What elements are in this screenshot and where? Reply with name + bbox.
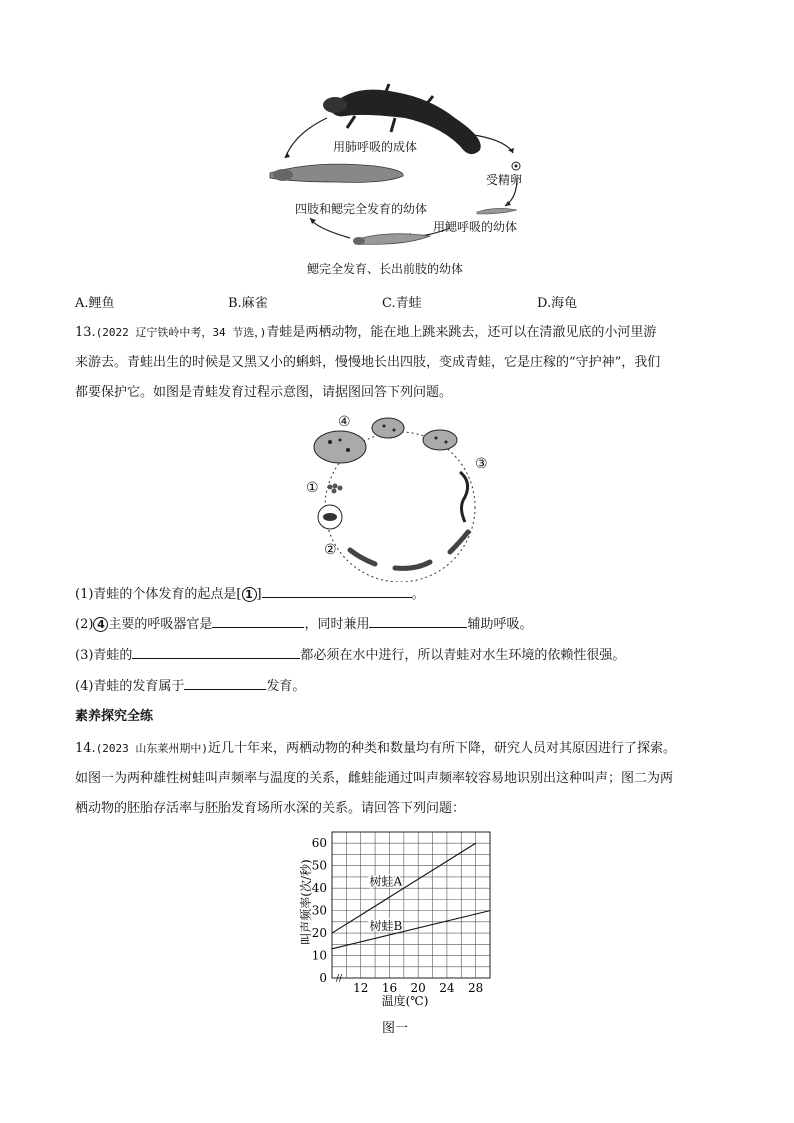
q13-line3: 都要保护它。如图是青蛙发育过程示意图，请据图回答下列问题。 [75,385,453,400]
label-gill-larva: 用鳃呼吸的幼体 [433,220,518,234]
q13-sub4 [75,676,725,696]
series-line-2 [332,911,490,949]
x-tick-label: 28 [467,981,484,995]
q13-sub1-prefix: (1)青蛙的个体发育的起点是[ [75,587,242,602]
q13-sub2-suffix: 辅助呼吸。 [467,617,533,632]
q13-source: (2022 辽宁铁岭中考，34 节选，) [95,326,267,339]
option-d: D.海龟 [537,296,578,311]
section-title: 素养探究全练 [75,709,154,724]
y-tick-label: 60 [311,836,327,851]
q13-sub2-prefix: (2) [75,617,94,632]
x-tick-label: 20 [410,981,426,995]
q14-line3: 栖动物的胚胎存活率与胚胎发育场所水深的关系。请回答下列问题： [75,801,466,816]
q13-sub2-mid1: 主要的呼吸器官是 [108,617,213,632]
q13-sub2-mid2: ，同时兼用 [304,617,370,632]
q13-sub3-suffix: 都必须在水中进行，所以青蛙对水生环境的依赖性很强。 [300,648,626,663]
q14-line1 [75,740,725,758]
q13-sub2-mark: 4 [93,617,108,632]
q13-line1 [75,324,725,342]
q13-sub1-suffix: 。 [411,587,425,602]
series-label-2: 树蛙B [369,918,403,933]
x-tick-label: 16 [381,981,398,995]
chart-grid [332,832,490,978]
chart-title: 图一 [381,1021,409,1036]
chart-y-label: 叫声频率(次/秒) [299,859,313,945]
q14-text-1: 近几十年来，两栖动物的种类和数量均有所下降，研究人员对其原因进行了探索。 [208,741,677,756]
q13-text-1: 青蛙是两栖动物，能在地上跳来跳去，还可以在清澈见底的小河里游 [266,325,657,340]
y-tick-label: 10 [311,948,327,963]
q13-number: 13. [75,325,96,340]
q13-sub2-blank2[interactable] [369,614,467,628]
q13-sub1-blank[interactable] [262,584,412,598]
option-a: A.鲤鱼 [75,296,115,311]
frog-mark-4: ④ [338,414,351,430]
q13-line2: 来游去。青蛙出生的时候是又黑又小的蝌蚪，慢慢地长出四肢，变成青蛙，它是庄稼的“守护神”，我们 [75,355,661,370]
option-b: B.麻雀 [228,296,268,311]
label-limbs-larva: 四肢和鳃完全发育的幼体 [295,202,428,216]
y-tick-label: 40 [311,881,327,896]
frog-mark-2: ② [324,542,337,558]
y-tick-label: 50 [311,858,327,873]
q14-source: (2023 山东莱州期中) [95,742,209,755]
chart-ticks [312,836,484,995]
q14-number: 14. [75,741,96,756]
y-tick-label: 30 [311,903,327,918]
option-c: C.青蛙 [382,296,422,311]
q14-line2: 如图一为两种雄性树蛙叫声频率与温度的关系，雌蛙能通过叫声频率较容易地识别出这种叫声；图二为两 [75,771,674,786]
frog-call-chart [290,822,530,1042]
plot-frame [332,832,490,978]
frog-lifecycle-figure [300,412,500,582]
q13-sub3 [75,645,725,665]
q13-sub4-prefix: (4)青蛙的发育属于 [75,679,185,694]
label-forelimb-larva: 鳃完全发育、长出前肢的幼体 [307,262,464,276]
q13-sub4-blank[interactable] [184,676,266,690]
frog-mark-3: ③ [475,456,488,472]
q13-sub4-suffix: 发育。 [266,679,306,694]
frog-mark-1: ① [306,480,319,496]
x-tick-label: 24 [439,981,455,995]
q13-sub3-prefix: (3)青蛙的 [75,648,133,663]
q13-sub1-mark: 1 [242,587,257,602]
label-egg: 受精卵 [486,173,523,187]
q13-sub2 [75,614,725,634]
series-label-1: 树蛙A [369,874,403,889]
y-tick-label: 20 [311,926,327,941]
axis-break: // [336,974,343,984]
q13-sub1: (1)青蛙的个体发育的起点是[ 1 ] 。 [75,584,725,604]
chart-axes [332,832,490,984]
salamander-lifecycle-figure [255,78,545,278]
x-tick-label: 12 [353,981,369,995]
y-tick-label: 0 [319,971,327,985]
label-adult: 用肺呼吸的成体 [333,140,418,154]
q13-sub2-blank1[interactable] [212,614,304,628]
q13-sub3-blank[interactable] [132,645,300,659]
chart-x-label: 温度(℃) [381,994,429,1008]
